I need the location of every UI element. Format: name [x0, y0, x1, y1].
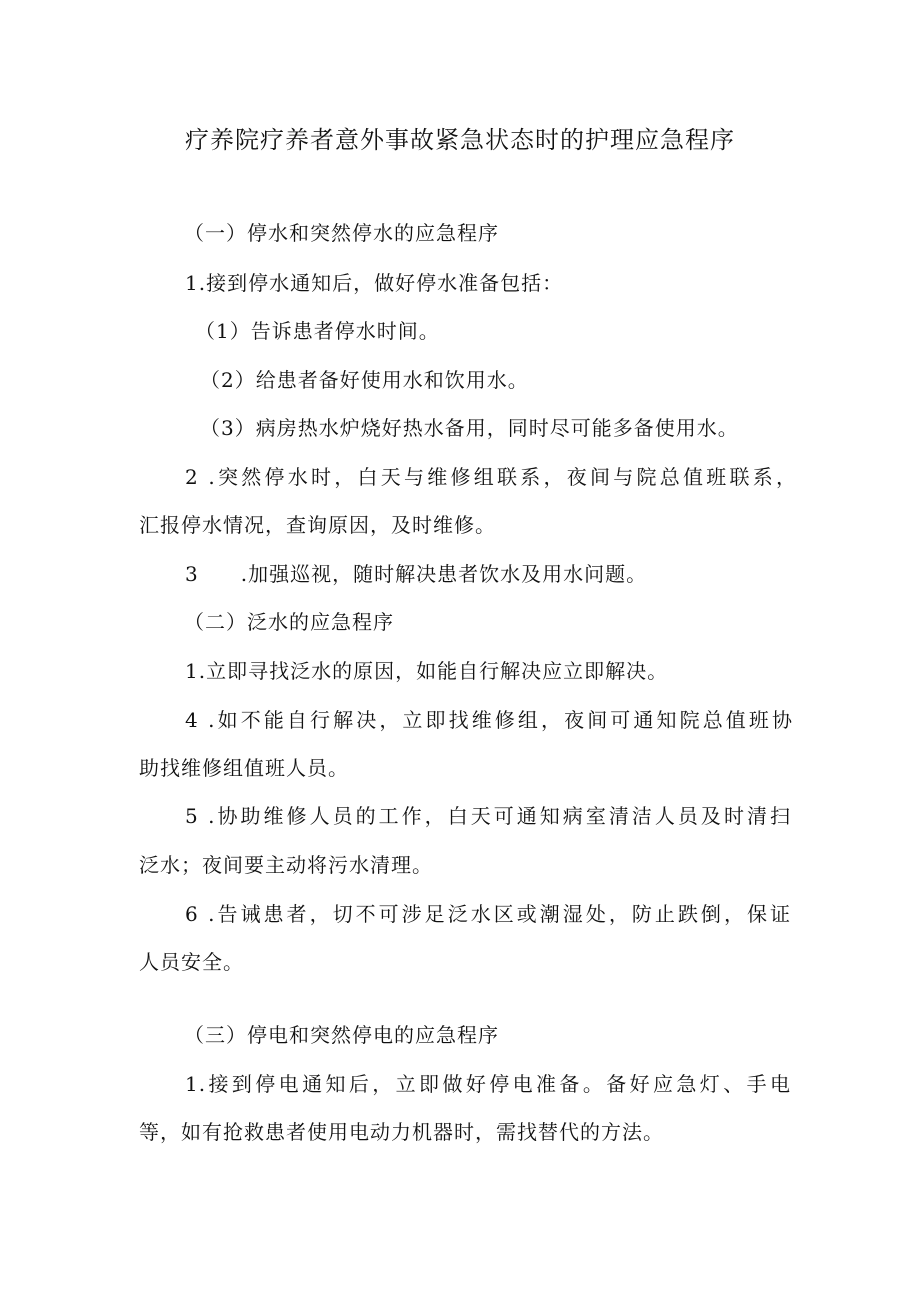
paragraph-line: 6 .告诫患者，切不可涉足泛水区或潮湿处，防止跌倒，保证: [185, 902, 791, 926]
paragraph-line: （2）给患者备好使用水和饮用水。: [200, 368, 529, 392]
paragraph-line: （1）告诉患者停水时间。: [195, 319, 440, 343]
document-title: 疗养院疗养者意外事故紧急状态时的护理应急程序: [185, 126, 735, 154]
paragraph-line: 泛水；夜间要主动将污水清理。: [139, 853, 433, 877]
paragraph-line: 3 .加强巡视，随时解决患者饮水及用水问题。: [185, 562, 648, 586]
paragraph-line: 助找维修组值班人员。: [139, 756, 349, 780]
section-heading-flooding: （二）泛水的应急程序: [184, 610, 394, 634]
paragraph-line: （3）病房热水炉烧好热水备用，同时尽可能多备使用水。: [200, 416, 739, 440]
paragraph-line: 1.接到停水通知后，做好停水准备包括：: [185, 271, 564, 295]
paragraph-line: 4 .如不能自行解决，立即找维修组，夜间可通知院总值班协: [185, 708, 793, 732]
section-heading-water-outage: （一）停水和突然停水的应急程序: [184, 221, 499, 245]
paragraph-line: 5 .协助维修人员的工作，白天可通知病室清洁人员及时清扫: [185, 804, 791, 828]
section-heading-power-outage: （三）停电和突然停电的应急程序: [184, 1023, 499, 1047]
paragraph-line: 汇报停水情况，查询原因，及时维修。: [139, 513, 496, 537]
paragraph-line: 1.立即寻找泛水的原因，如能自行解决应立即解决。: [185, 659, 669, 683]
paragraph-line: 2 .突然停水时，白天与维修组联系，夜间与院总值班联系，: [185, 465, 797, 489]
paragraph-line: 等，如有抢救患者使用电动力机器时，需找替代的方法。: [139, 1120, 664, 1144]
paragraph-line: 人员安全。: [139, 950, 244, 974]
paragraph-line: 1.接到停电通知后，立即做好停电准备。备好应急灯、手电: [185, 1072, 791, 1096]
